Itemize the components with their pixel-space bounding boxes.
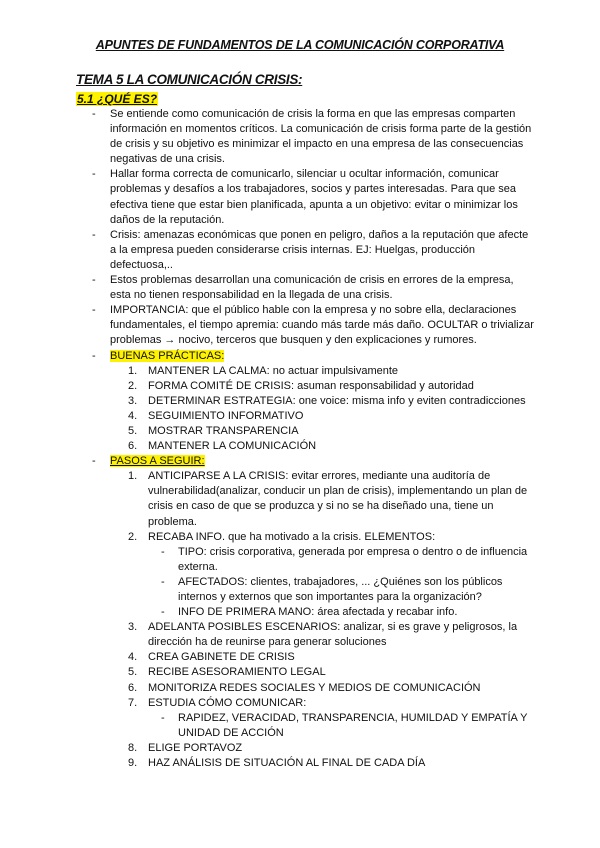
bullet-item [76, 303, 536, 348]
buenas-item [76, 394, 536, 409]
sub-bullet-text: TIPO: crisis corporativa, generada por empresa o dentro o de influencia externa. [178, 545, 528, 573]
heading-text: PASOS A SEGUIR: [110, 455, 205, 468]
bullet-dash: - [161, 545, 165, 558]
pasos-item [76, 696, 536, 711]
item-number: 5. [128, 666, 138, 679]
item-text: RECABA INFO. que ha motivado a la crisis. ELEMENTOS: [148, 530, 436, 543]
item-text: ANTICIPARSE A LA CRISIS: evitar errores, mediante una auditoría de vulnerabilidad(analizar, conducir un plan de crisis), implementando un plan de crisis en caso de que se produzca y si no se ha diseñado una, tiene un problema. [148, 470, 528, 528]
item-text: CREA GABINETE DE CRISIS [148, 651, 295, 664]
item-text: FORMA COMITÉ DE CRISIS: asuman responsabilidad y autoridad [148, 379, 474, 392]
pasos-item [76, 756, 536, 771]
item-text: ELIGE PORTAVOZ [148, 741, 243, 754]
buenas-item [76, 424, 536, 439]
item-number: 3. [128, 621, 138, 634]
bullet-item [76, 167, 536, 227]
item-text: MANTENER LA CALMA: no actuar impulsivamente [148, 364, 399, 377]
sub-bullet-text: INFO DE PRIMERA MANO: área afectada y recabar info. [178, 606, 458, 619]
item-text: MONITORIZA REDES SOCIALES Y MEDIOS DE COMUNICACIÓN [148, 681, 481, 694]
document-body [76, 107, 536, 771]
bullet-dash: - [92, 304, 96, 317]
item-number: 4. [128, 409, 138, 422]
item-number: 7. [128, 696, 138, 709]
item-text: RECIBE ASESORAMIENTO LEGAL [148, 666, 326, 679]
item-number: 4. [128, 651, 138, 664]
sub-bullet [76, 575, 536, 605]
item-number: 1. [128, 470, 138, 483]
sub-bullet [76, 545, 536, 575]
item-text: MOSTRAR TRANSPARENCIA [148, 424, 299, 437]
bullet-item [76, 228, 536, 273]
item-text: ADELANTA POSIBLES ESCENARIOS: analizar, si es grave y peligrosos, la dirección ha de reunirse para generar soluciones [148, 621, 518, 649]
buenas-item [76, 379, 536, 394]
sub-bullet-text: AFECTADOS: clientes, trabajadores, ... ¿Quiénes son los públicos internos y externos que son importantes para la organización? [178, 575, 503, 603]
pasos-item [76, 620, 536, 650]
section-heading: 5.1 ¿QUÉ ES? [77, 92, 158, 106]
bullet-dash: - [92, 455, 96, 468]
bullet-text: Se entiende como comunicación de crisis la forma en que las empresas comparten información en momentos críticos. La comunicación de crisis forma parte de la gestión de crisis y su objetivo es minimizar el impacto en una empresa de las consecuencias negativas de una crisis. [110, 108, 532, 166]
item-number: 8. [128, 741, 138, 754]
pasos-item [76, 741, 536, 756]
heading-text: BUENAS PRÁCTICAS: [110, 349, 225, 362]
bullet-item [76, 273, 536, 303]
pasos-item [76, 469, 536, 529]
bullet-dash: - [92, 349, 96, 362]
item-text: DETERMINAR ESTRATEGIA: one voice: misma info y eviten contradicciones [148, 394, 526, 407]
bullet-text: Estos problemas desarrollan una comunicación de crisis en errores de la empresa, esta no tienen responsabilidad en la llegada de una crisis. [110, 274, 514, 302]
pasos-item [76, 681, 536, 696]
bullet-dash: - [92, 168, 96, 181]
buenas-item [76, 364, 536, 379]
item-number: 5. [128, 424, 138, 437]
bullet-dash: - [161, 575, 165, 588]
pasos-heading [76, 454, 536, 469]
bullet-text: Hallar forma correcta de comunicarlo, silenciar u ocultar información, comunicar problemas y desafíos a los trabajadores, socios y partes interesadas. Para que sea efectiva tiene que estar bien planificada, apunta a un objetivo: evitar o minimizar los daños de la reputación. [110, 168, 518, 226]
pasos-item [76, 650, 536, 665]
pasos-item [76, 530, 536, 545]
sub-bullet-text: RAPIDEZ, VERACIDAD, TRANSPARENCIA, HUMILDAD Y EMPATÍA Y UNIDAD DE ACCIÓN [178, 711, 528, 739]
item-number: 6. [128, 681, 138, 694]
sub-bullet [76, 605, 536, 620]
item-number: 2. [128, 530, 138, 543]
buenas-item [76, 439, 536, 454]
buenas-item [76, 409, 536, 424]
item-text: MANTENER LA COMUNICACIÓN [148, 440, 317, 453]
item-text: ESTUDIA CÓMO COMUNICAR: [148, 696, 307, 709]
bullet-item [76, 107, 536, 167]
bullet-dash: - [92, 108, 96, 120]
bullet-dash: - [92, 274, 96, 287]
document-title: APUNTES DE FUNDAMENTOS DE LA COMUNICACIÓN CORPORATIVA [95, 38, 505, 52]
bullet-text: Crisis: amenazas económicas que ponen en peligro, daños a la reputación que afecte a la empresa pueden considerarse crisis internas. EJ: Huelgas, producción defectuosa,.. [110, 228, 529, 271]
item-number: 9. [128, 757, 138, 770]
topic-heading: TEMA 5 LA COMUNICACIÓN CRISIS: [76, 72, 303, 87]
item-number: 6. [128, 440, 138, 453]
item-number: 3. [128, 394, 138, 407]
item-text: HAZ ANÁLISIS DE SITUACIÓN AL FINAL DE CADA DÍA [148, 757, 426, 770]
bullet-dash: - [161, 606, 165, 619]
item-number: 1. [128, 364, 138, 377]
item-text: SEGUIMIENTO INFORMATIVO [148, 409, 304, 422]
item-number: 2. [128, 379, 138, 392]
pasos-item [76, 665, 536, 680]
bullet-dash: - [92, 228, 96, 241]
bullet-text: IMPORTANCIA: que el público hable con la empresa y no sobre ella, declaraciones fundamentales, el tiempo apremia: cuando más tarde más daño. OCULTAR o trivializar problemas → nocivo, terceros que busquen y den explicaciones y rumores. [110, 304, 534, 347]
sub-bullet [76, 711, 536, 741]
bullet-dash: - [161, 711, 165, 724]
buenas-practicas-heading [76, 349, 536, 364]
